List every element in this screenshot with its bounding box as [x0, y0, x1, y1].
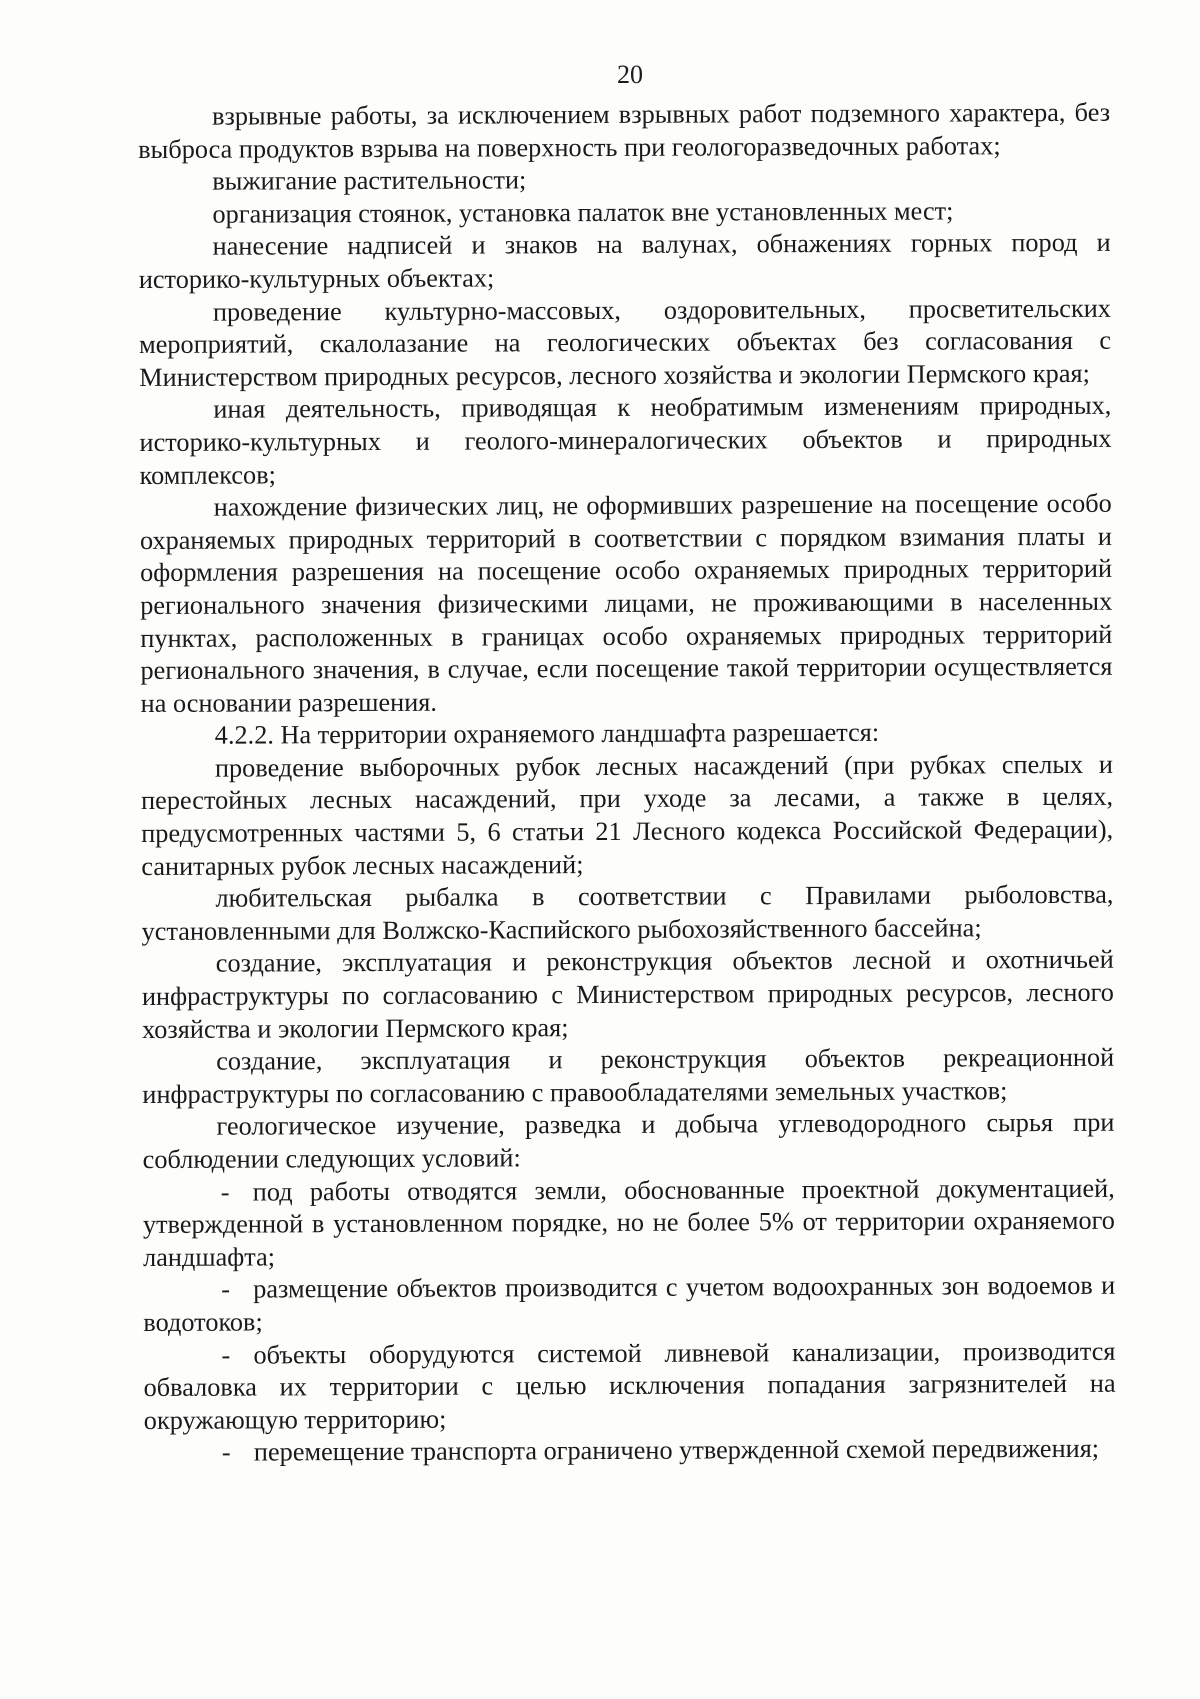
paragraph: нахождение физических лиц, не оформивших разрешение на посещение особо охраняемых природных территорий в соответствии с порядком взимания платы и оформления разрешения на посещение особо охраняемых природных территорий регионального значения физическими лицами, не проживающими в населенных пунктах, расположенных в границах особо охраняемых природных территорий регионального значения, в случае, если посещение такой территории осуществляется на основании разрешения. [139, 488, 1113, 718]
paragraph: создание, эксплуатация и реконструкция объектов рекреационной инфраструктуры по согласованию с правообладателями земельных участков; [142, 1042, 1115, 1109]
dash-item-text: объекты оборудуются системой ливневой канализации, производится обваловка их территории с целью исключения попадания загрязнителей на окружающую территорию; [143, 1336, 1116, 1435]
paragraph: создание, эксплуатация и реконструкция объектов лесной и охотничьей инфраструктуры по согласованию с Министерством природных ресурсов, лесного хозяйства и экологии Пермского края; [141, 945, 1114, 1044]
paragraph: любительская рыбалка в соответствии с Правилами рыболовства, установленными для Волжско-Каспийского рыбохозяйственного бассейна; [141, 880, 1114, 946]
paragraph: нанесение надписей и знаков на валунах, обнажениях горных пород и историко-культурных объектах; [138, 228, 1111, 294]
dash-list-item [143, 1270, 1115, 1339]
paragraph: взрывные работы, за исключением взрывных работ подземного характера, без выброса продуктов взрыва на поверхность при геологоразведочных работах; [138, 97, 1111, 164]
dash-list-item [143, 1335, 1115, 1437]
paragraph: иная деятельность, приводящая к необратимым изменениям природных, историко-культурных и геолого-минералогических объектов и природных комплексов; [139, 391, 1112, 490]
dash-item-text: под работы отводятся земли, обоснованные проектной документацией, утвержденной в установленном порядке, но не более 5% от территории охраняемого ландшафта; [142, 1173, 1115, 1272]
dash-marker: - [221, 1340, 231, 1370]
page-number: 20 [617, 60, 643, 89]
paragraph: геологическое изучение, разведка и добыча углеводородного сырья при соблюдении следующих условий: [142, 1108, 1115, 1174]
paragraph: выжигание растительности; [212, 165, 527, 196]
paragraph: проведение культурно-массовых, оздоровительных, просветительских мероприятий, скалолазание на геологических объектах без согласования с Министерством природных ресурсов, лесного хозяйства и экологии Пермского края; [138, 293, 1112, 392]
dash-marker: - [221, 1274, 231, 1305]
dash-marker: - [220, 1177, 230, 1207]
paragraph: организация стоянок, установка палаток вне установленных мест; [212, 196, 954, 229]
dash-list-item [144, 1433, 1116, 1470]
dash-marker: - [221, 1437, 231, 1467]
dash-list-item [143, 1172, 1115, 1274]
document-body [138, 97, 1116, 1470]
paragraph: проведение выборочных рубок лесных насаждений (при рубках спелых и перестойных лесных насаждений, при уходе за лесами, а также в целях, предусмотренных частями 5, 6 статьи 21 Лесного кодекса Российской Федерации), санитарных рубок лесных насаждений; [140, 749, 1114, 881]
section-heading: 4.2.2. На территории охраняемого ландшафта разрешается: [214, 718, 880, 750]
dash-item-text: размещение объектов производится с учетом водоохранных зон водоемов и водотоков; [143, 1271, 1116, 1337]
dash-item-text: перемещение транспорта ограничено утвержденной схемой передвижения; [253, 1434, 1100, 1467]
